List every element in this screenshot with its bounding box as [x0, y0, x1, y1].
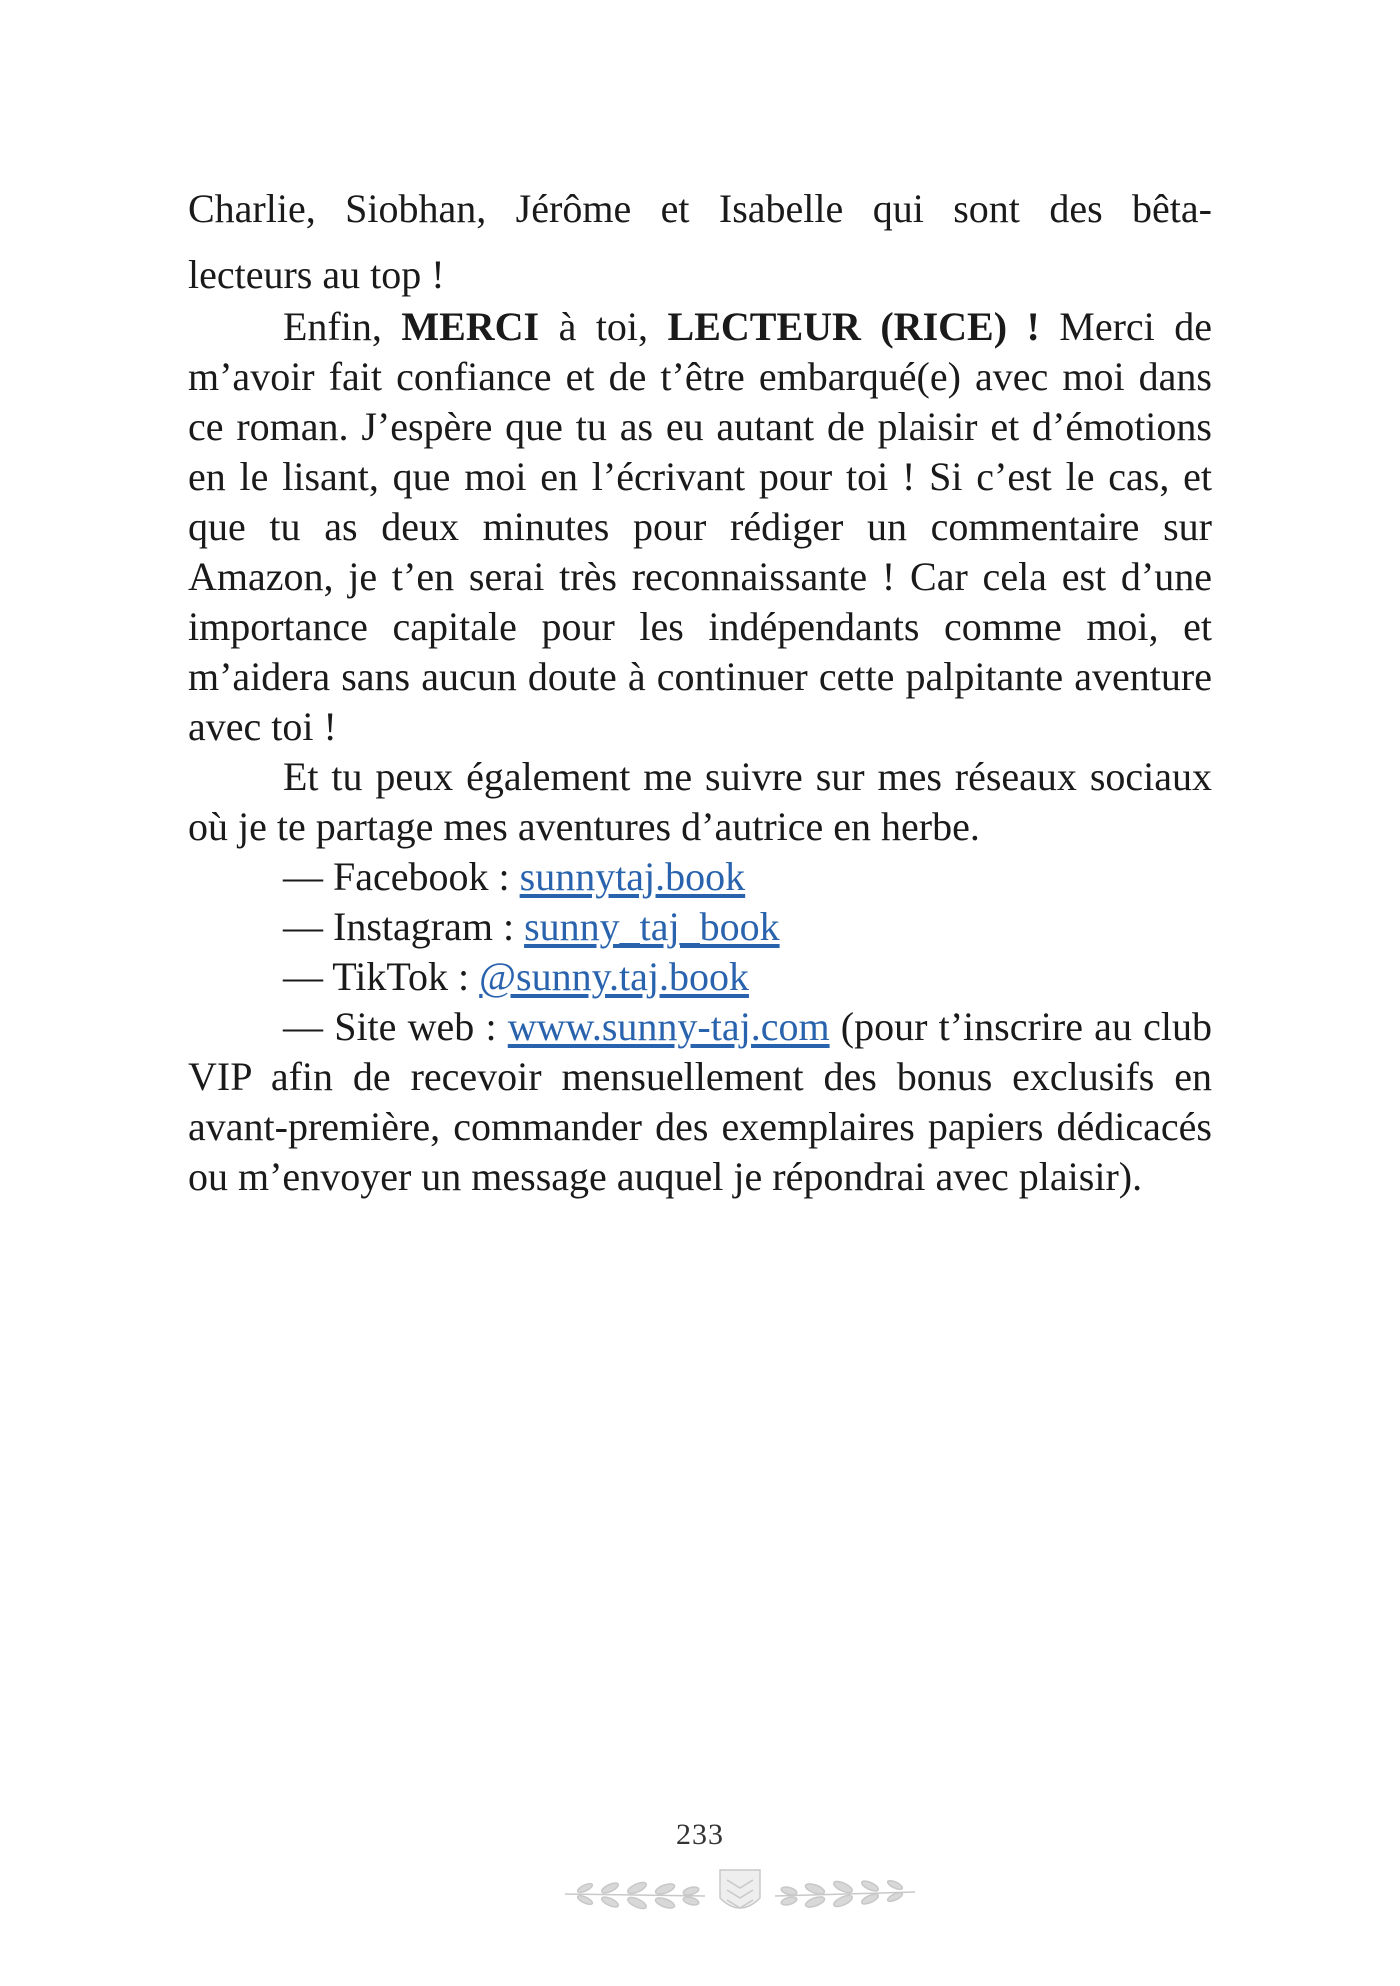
instagram-label: — Instagram : [283, 904, 525, 949]
body-text [188, 184, 1212, 1202]
tiktok-link[interactable]: @sunny.taj.book [479, 954, 749, 999]
facebook-link[interactable]: sunnytaj.book [519, 854, 746, 899]
facebook-line [188, 852, 1212, 902]
instagram-line [188, 902, 1212, 952]
laurel-crest-ornament-icon [555, 1862, 925, 1922]
paragraph-1-line-1: Charlie, Siobhan, Jérôme et Isabelle qui sont des bêta- [188, 186, 1212, 231]
tiktok-label: — TikTok : [283, 954, 480, 999]
website-link[interactable]: www.sunny-taj.com [507, 1004, 830, 1049]
instagram-link[interactable]: sunny_taj_book [524, 904, 780, 949]
paragraph-2-part-3: Merci de m’avoir fait confiance et de t’être embarqué(e) avec moi dans ce roman. J’espère que tu as eu autant de plaisir et d’émotions en le lisant, que moi en l’écrivant pour toi ! Si c’est le cas, et que tu as deux minutes pour rédiger un commentaire sur Amazon, je t’en serai très reconnaissante ! Car cela est d’une importance capitale pour les indépendants comme moi, et m’aidera sans aucun doute à continuer cette palpitante aventure avec toi ! [188, 304, 1213, 749]
merci-bold: MERCI [401, 304, 540, 349]
paragraph-3: Et tu peux également me suivre sur mes réseaux sociaux où je te partage mes aventures d’autrice en herbe. [188, 754, 1212, 849]
tiktok-line [188, 952, 1212, 1002]
facebook-label: — Facebook : [283, 854, 520, 899]
website-text: (pour t’inscrire au club VIP afin de recevoir mensuellement des bonus exclusifs en avant-première, commander des exemplaires papiers dédicacés ou m’envoyer un message auquel je répondrai avec plaisir). [188, 1004, 1213, 1199]
website-paragraph [188, 1002, 1212, 1202]
paragraph-2-part-1: Enfin, [283, 304, 402, 349]
paragraph-1-line-2: lecteurs au top ! [188, 252, 445, 297]
paragraph-1 [188, 184, 1212, 300]
lecteur-bold: LECTEUR (RICE) ! [667, 304, 1040, 349]
website-label: — Site web : [283, 1004, 508, 1049]
page-number: 233 [676, 1818, 724, 1851]
paragraph-2 [188, 302, 1212, 752]
paragraph-2-part-2: à toi, [539, 304, 668, 349]
